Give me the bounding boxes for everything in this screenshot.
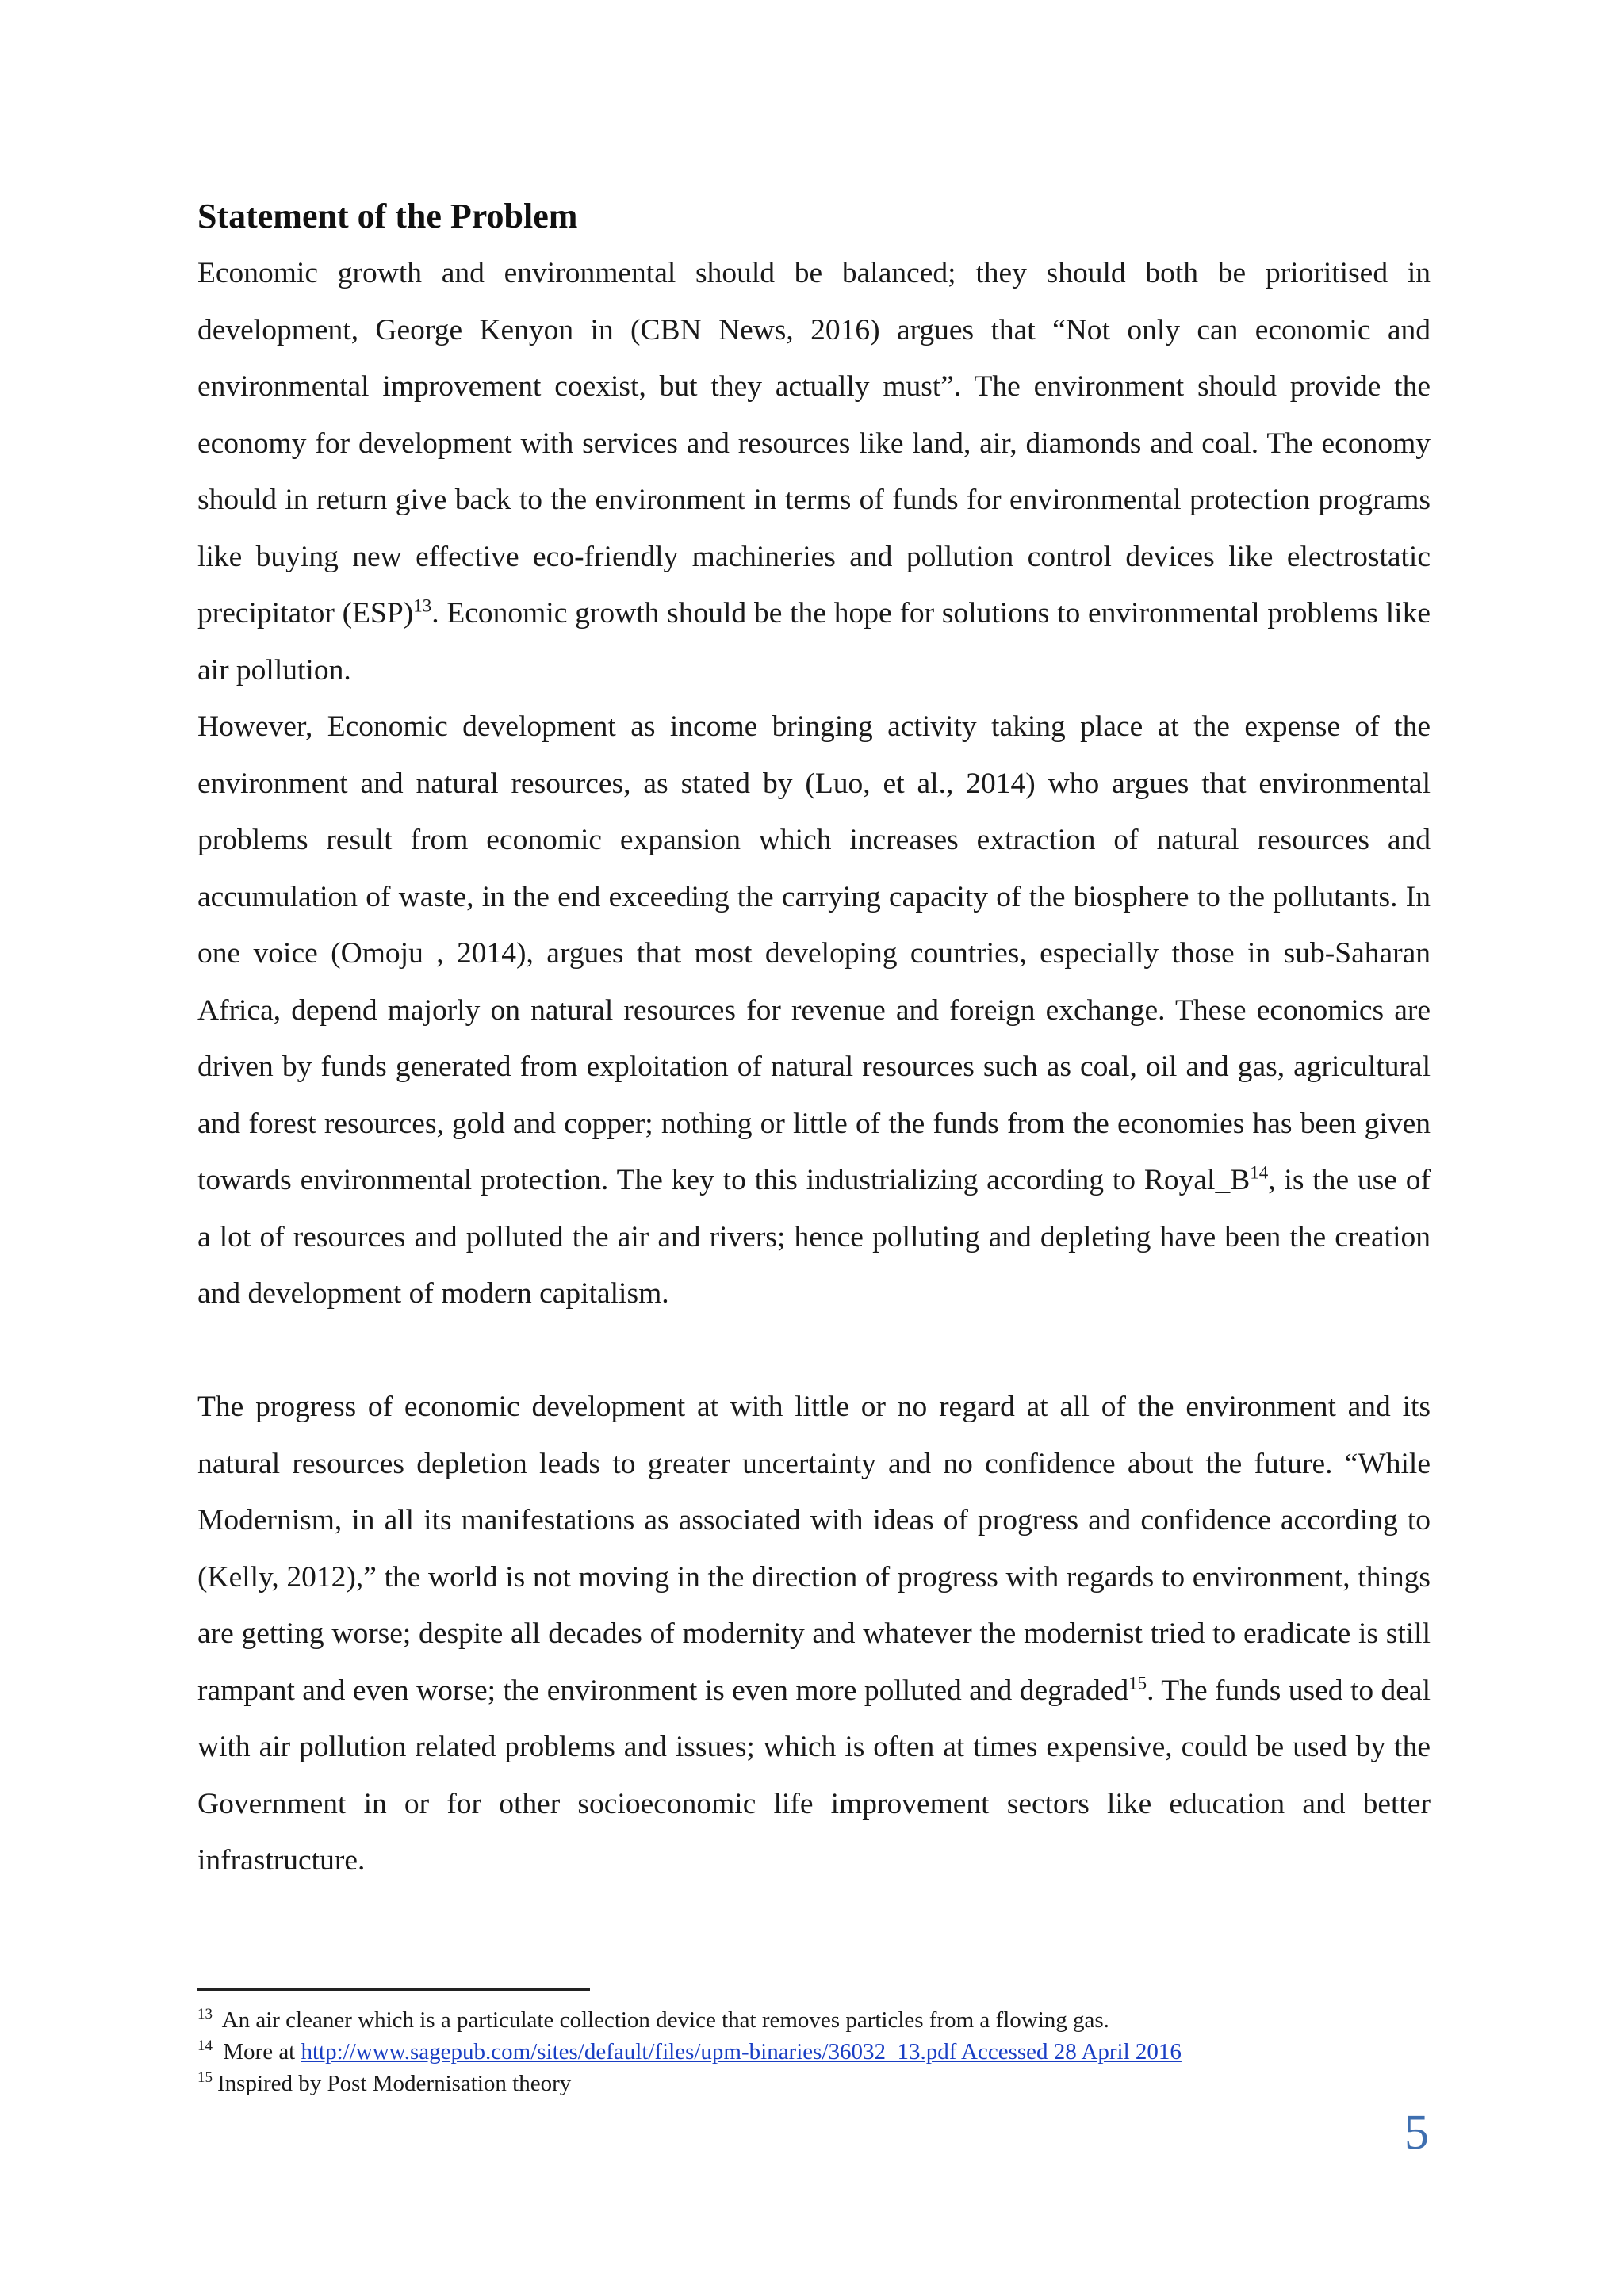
footnote-number-13: 13 [197, 2006, 213, 2023]
footnote-13 [197, 2004, 1431, 2036]
footnote-ref-13[interactable]: 13 [413, 595, 432, 616]
footnote-ref-14[interactable]: 14 [1250, 1162, 1269, 1183]
page-number: 5 [1404, 2106, 1429, 2160]
footnote-number-14: 14 [197, 2038, 213, 2055]
footnote-15 [197, 2068, 1431, 2099]
footnote-ref-15[interactable]: 15 [1128, 1673, 1147, 1693]
footnote-link-14[interactable]: http://www.sagepub.com/sites/default/files/upm-binaries/36032_13.pdf Accessed 28 April 2016 [301, 2039, 1182, 2064]
paragraph-1 [197, 245, 1431, 698]
footnotes [197, 2004, 1431, 2099]
body-content [197, 194, 1431, 1889]
paragraph-3-text-a: The progress of economic development at with little or no regard at all of the environment and its natural resources depletion leads to greater uncertainty and no confidence about the future. “While Modernism, in all its manifestations as associated with ideas of progress and confidence according to (Kelly, 2012),” the world is not moving in the direction of progress with regards to environment, things are getting worse; despite all decades of modernity and whatever the modernist tried to eradicate is still rampant and even worse; the environment is even more polluted and degraded [197, 1391, 1431, 1707]
paragraph-1-text-b: . Economic growth should be the hope for solutions to environmental problems like air pollution. [197, 597, 1431, 687]
paragraph-2 [197, 698, 1431, 1322]
paragraph-3 [197, 1379, 1431, 1889]
section-heading: Statement of the Problem [197, 197, 578, 235]
footnote-separator [197, 1988, 590, 1991]
footnote-prefix-14: More at [217, 2039, 301, 2064]
footnote-number-15: 15 [197, 2069, 213, 2087]
paragraph-3-text-b: . The funds used to deal with air pollution related problems and issues; which is often at times expensive, could be used by the Government in or for other socioeconomic life improvement sectors like education and better infrastructure. [197, 1674, 1431, 1877]
paragraph-2-text-a: However, Economic development as income bringing activity taking place at the expense of the environment and natural resources, as stated by (Luo, et al., 2014) who argues that environmental problems result from economic expansion which increases extraction of natural resources and accumulation of waste, in the end exceeding the carrying capacity of the biosphere to the pollutants. In one voice (Omoju , 2014), argues that most developing countries, especially those in sub-Saharan Africa, depend majorly on natural resources for revenue and foreign exchange. These economics are driven by funds generated from exploitation of natural resources such as coal, oil and gas, agricultural and forest resources, gold and copper; nothing or little of the funds from the economies has been given towards environmental protection. The key to this industrializing according to Royal_B [197, 710, 1431, 1196]
footnote-text-13: An air cleaner which is a particulate collection device that removes particles from a flowing gas. [217, 2007, 1109, 2033]
paragraph-2-text-b: , is the use of a lot of resources and polluted the air and rivers; hence polluting and depleting have been the creation and development of modern capitalism. [197, 1164, 1431, 1310]
paragraph-gap [197, 1322, 1431, 1380]
footnote-text-15: Inspired by Post Modernisation theory [217, 2071, 572, 2096]
paragraph-1-text-a: Economic growth and environmental should be balanced; they should both be prioritised in development, George Kenyon in (CBN News, 2016) argues that “Not only can economic and environmental improvement coexist, but they actually must”. The environment should provide the economy for development with services and resources like land, air, diamonds and coal. The economy should in return give back to the environment in terms of funds for environmental protection programs like buying new effective eco-friendly machineries and pollution control devices like electrostatic precipitator (ESP) [197, 257, 1431, 629]
footnote-14 [197, 2036, 1431, 2068]
